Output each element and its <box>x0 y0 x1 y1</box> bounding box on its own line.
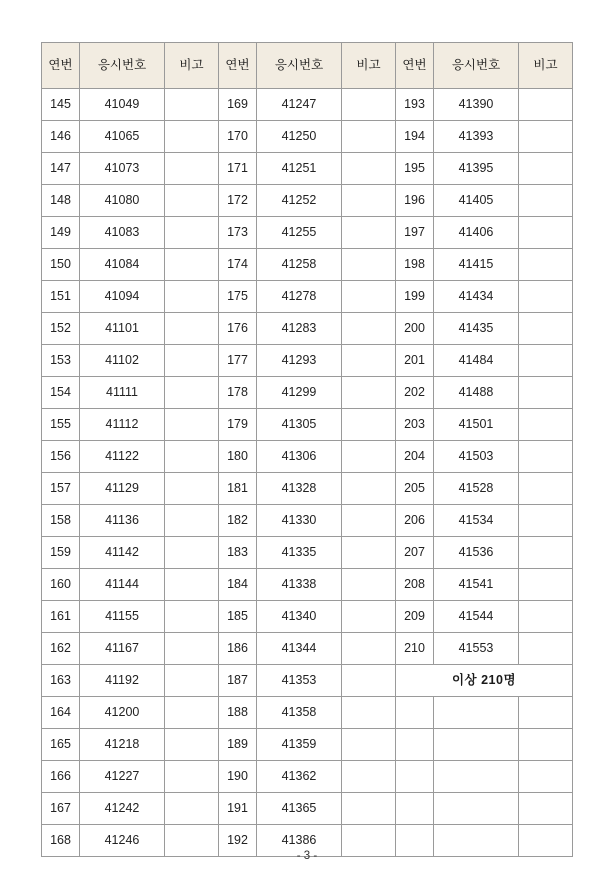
cell-exam-number: 41435 <box>434 313 519 345</box>
cell-note <box>165 601 219 633</box>
cell-seq: 190 <box>219 761 257 793</box>
cell-note <box>165 121 219 153</box>
cell-seq: 174 <box>219 249 257 281</box>
cell-exam-number: 41365 <box>257 793 342 825</box>
table-row <box>42 601 573 633</box>
cell-exam-number: 41534 <box>434 505 519 537</box>
cell-exam-number: 41142 <box>80 537 165 569</box>
cell-exam-number: 41484 <box>434 345 519 377</box>
cell-seq: 159 <box>42 537 80 569</box>
empty-cell <box>519 761 573 793</box>
cell-note <box>342 761 396 793</box>
cell-note <box>165 761 219 793</box>
cell-exam-number: 41080 <box>80 185 165 217</box>
cell-seq: 167 <box>42 793 80 825</box>
cell-seq: 192 <box>219 825 257 857</box>
cell-note <box>165 217 219 249</box>
cell-seq: 163 <box>42 665 80 697</box>
cell-note <box>342 793 396 825</box>
cell-seq: 179 <box>219 409 257 441</box>
cell-exam-number: 41227 <box>80 761 165 793</box>
cell-exam-number: 41353 <box>257 665 342 697</box>
cell-seq: 157 <box>42 473 80 505</box>
cell-note <box>165 665 219 697</box>
cell-exam-number: 41553 <box>434 633 519 665</box>
cell-seq: 191 <box>219 793 257 825</box>
cell-exam-number: 41344 <box>257 633 342 665</box>
cell-note <box>342 569 396 601</box>
cell-exam-number: 41129 <box>80 473 165 505</box>
cell-seq: 162 <box>42 633 80 665</box>
table-row <box>42 505 573 537</box>
cell-note <box>165 697 219 729</box>
cell-exam-number: 41250 <box>257 121 342 153</box>
table-row <box>42 537 573 569</box>
cell-note <box>342 441 396 473</box>
cell-exam-number: 41247 <box>257 89 342 121</box>
cell-exam-number: 41251 <box>257 153 342 185</box>
cell-seq: 164 <box>42 697 80 729</box>
cell-seq: 160 <box>42 569 80 601</box>
cell-note <box>165 377 219 409</box>
cell-exam-number: 41192 <box>80 665 165 697</box>
cell-seq: 199 <box>396 281 434 313</box>
cell-seq: 188 <box>219 697 257 729</box>
cell-exam-number: 41536 <box>434 537 519 569</box>
cell-exam-number: 41258 <box>257 249 342 281</box>
exam-number-table <box>41 42 573 857</box>
table-row <box>42 281 573 313</box>
cell-note <box>165 729 219 761</box>
cell-exam-number: 41293 <box>257 345 342 377</box>
cell-exam-number: 41335 <box>257 537 342 569</box>
cell-seq: 175 <box>219 281 257 313</box>
column-header-exam-number-2: 응시번호 <box>257 43 342 89</box>
cell-exam-number: 41340 <box>257 601 342 633</box>
cell-seq: 194 <box>396 121 434 153</box>
cell-exam-number: 41406 <box>434 217 519 249</box>
cell-exam-number: 41541 <box>434 569 519 601</box>
cell-seq: 187 <box>219 665 257 697</box>
table-header <box>42 43 573 89</box>
cell-seq: 183 <box>219 537 257 569</box>
cell-note <box>519 249 573 281</box>
empty-cell <box>434 729 519 761</box>
cell-seq: 195 <box>396 153 434 185</box>
cell-seq: 178 <box>219 377 257 409</box>
cell-note <box>342 121 396 153</box>
cell-exam-number: 41299 <box>257 377 342 409</box>
cell-note <box>519 473 573 505</box>
cell-note <box>342 281 396 313</box>
empty-cell <box>434 793 519 825</box>
cell-seq: 206 <box>396 505 434 537</box>
cell-note <box>342 249 396 281</box>
cell-seq: 186 <box>219 633 257 665</box>
cell-note <box>342 345 396 377</box>
cell-note <box>342 473 396 505</box>
cell-note <box>165 441 219 473</box>
cell-exam-number: 41200 <box>80 697 165 729</box>
empty-cell <box>396 729 434 761</box>
cell-seq: 161 <box>42 601 80 633</box>
cell-seq: 209 <box>396 601 434 633</box>
cell-seq: 172 <box>219 185 257 217</box>
cell-note <box>342 153 396 185</box>
column-header-exam-number-3: 응시번호 <box>434 43 519 89</box>
cell-note <box>165 281 219 313</box>
cell-note <box>165 409 219 441</box>
cell-note <box>519 409 573 441</box>
cell-exam-number: 41278 <box>257 281 342 313</box>
cell-note <box>165 89 219 121</box>
cell-seq: 185 <box>219 601 257 633</box>
table-row <box>42 377 573 409</box>
cell-note <box>519 217 573 249</box>
table-row <box>42 761 573 793</box>
cell-exam-number: 41094 <box>80 281 165 313</box>
cell-seq: 165 <box>42 729 80 761</box>
cell-exam-number: 41144 <box>80 569 165 601</box>
cell-seq: 170 <box>219 121 257 153</box>
cell-exam-number: 41102 <box>80 345 165 377</box>
cell-seq: 150 <box>42 249 80 281</box>
cell-seq: 166 <box>42 761 80 793</box>
cell-seq: 158 <box>42 505 80 537</box>
cell-seq: 145 <box>42 89 80 121</box>
cell-seq: 169 <box>219 89 257 121</box>
cell-note <box>342 185 396 217</box>
table-row <box>42 345 573 377</box>
cell-seq: 200 <box>396 313 434 345</box>
page-footer: - 3 - <box>296 850 318 862</box>
table-row <box>42 217 573 249</box>
cell-note <box>165 537 219 569</box>
cell-exam-number: 41065 <box>80 121 165 153</box>
cell-seq: 201 <box>396 345 434 377</box>
cell-exam-number: 41255 <box>257 217 342 249</box>
cell-note <box>519 377 573 409</box>
cell-note <box>165 633 219 665</box>
cell-seq: 193 <box>396 89 434 121</box>
cell-seq: 197 <box>396 217 434 249</box>
cell-exam-number: 41306 <box>257 441 342 473</box>
cell-seq: 152 <box>42 313 80 345</box>
cell-note <box>342 537 396 569</box>
cell-seq: 184 <box>219 569 257 601</box>
cell-exam-number: 41362 <box>257 761 342 793</box>
column-header-seq-1: 연번 <box>42 43 80 89</box>
total-count-cell: 이상 210명 <box>396 665 573 697</box>
cell-exam-number: 41155 <box>80 601 165 633</box>
table-row <box>42 729 573 761</box>
cell-seq: 204 <box>396 441 434 473</box>
cell-note <box>342 505 396 537</box>
table-row <box>42 633 573 665</box>
empty-cell <box>434 761 519 793</box>
cell-seq: 153 <box>42 345 80 377</box>
cell-seq: 171 <box>219 153 257 185</box>
cell-seq: 203 <box>396 409 434 441</box>
cell-seq: 177 <box>219 345 257 377</box>
cell-exam-number: 41386 <box>257 825 342 857</box>
cell-note <box>519 89 573 121</box>
cell-exam-number: 41252 <box>257 185 342 217</box>
cell-exam-number: 41305 <box>257 409 342 441</box>
cell-note <box>165 793 219 825</box>
cell-note <box>342 377 396 409</box>
cell-exam-number: 41122 <box>80 441 165 473</box>
cell-exam-number: 41393 <box>434 121 519 153</box>
cell-exam-number: 41049 <box>80 89 165 121</box>
cell-seq: 147 <box>42 153 80 185</box>
cell-exam-number: 41242 <box>80 793 165 825</box>
cell-exam-number: 41359 <box>257 729 342 761</box>
column-header-note-1: 비고 <box>165 43 219 89</box>
cell-seq: 189 <box>219 729 257 761</box>
cell-exam-number: 41330 <box>257 505 342 537</box>
cell-exam-number: 41246 <box>80 825 165 857</box>
cell-note <box>519 569 573 601</box>
column-header-note-3: 비고 <box>519 43 573 89</box>
cell-note <box>519 633 573 665</box>
cell-seq: 180 <box>219 441 257 473</box>
cell-exam-number: 41073 <box>80 153 165 185</box>
cell-seq: 149 <box>42 217 80 249</box>
cell-note <box>519 601 573 633</box>
cell-note <box>342 633 396 665</box>
cell-exam-number: 41405 <box>434 185 519 217</box>
table-row <box>42 697 573 729</box>
cell-exam-number: 41083 <box>80 217 165 249</box>
cell-note <box>165 153 219 185</box>
column-header-note-2: 비고 <box>342 43 396 89</box>
empty-cell <box>396 697 434 729</box>
cell-exam-number: 41390 <box>434 89 519 121</box>
table-row <box>42 409 573 441</box>
cell-note <box>342 409 396 441</box>
cell-note <box>342 217 396 249</box>
empty-cell <box>519 729 573 761</box>
cell-seq: 168 <box>42 825 80 857</box>
cell-seq: 205 <box>396 473 434 505</box>
cell-note <box>519 505 573 537</box>
cell-note <box>165 185 219 217</box>
cell-note <box>165 473 219 505</box>
cell-seq: 154 <box>42 377 80 409</box>
cell-note <box>165 345 219 377</box>
cell-seq: 151 <box>42 281 80 313</box>
cell-seq: 182 <box>219 505 257 537</box>
cell-seq: 146 <box>42 121 80 153</box>
cell-note <box>519 313 573 345</box>
cell-note <box>519 121 573 153</box>
column-header-seq-3: 연번 <box>396 43 434 89</box>
cell-seq: 173 <box>219 217 257 249</box>
cell-seq: 210 <box>396 633 434 665</box>
cell-note <box>342 729 396 761</box>
cell-exam-number: 41111 <box>80 377 165 409</box>
cell-exam-number: 41338 <box>257 569 342 601</box>
cell-exam-number: 41395 <box>434 153 519 185</box>
empty-cell <box>519 697 573 729</box>
cell-exam-number: 41503 <box>434 441 519 473</box>
cell-exam-number: 41528 <box>434 473 519 505</box>
column-header-seq-2: 연번 <box>219 43 257 89</box>
cell-exam-number: 41167 <box>80 633 165 665</box>
cell-note <box>519 537 573 569</box>
table-row <box>42 153 573 185</box>
cell-note <box>342 601 396 633</box>
empty-cell <box>434 697 519 729</box>
cell-note <box>519 345 573 377</box>
cell-note <box>342 697 396 729</box>
cell-exam-number: 41488 <box>434 377 519 409</box>
table-row <box>42 473 573 505</box>
table-body <box>42 89 573 857</box>
cell-seq: 181 <box>219 473 257 505</box>
empty-cell <box>396 761 434 793</box>
table-header-row <box>42 43 573 89</box>
cell-seq: 202 <box>396 377 434 409</box>
cell-seq: 156 <box>42 441 80 473</box>
cell-exam-number: 41501 <box>434 409 519 441</box>
cell-seq: 148 <box>42 185 80 217</box>
cell-seq: 198 <box>396 249 434 281</box>
cell-seq: 208 <box>396 569 434 601</box>
cell-note <box>342 89 396 121</box>
table-row <box>42 793 573 825</box>
table-row <box>42 665 573 697</box>
cell-seq: 207 <box>396 537 434 569</box>
exam-number-table-wrapper <box>41 42 573 857</box>
cell-note <box>342 313 396 345</box>
cell-note <box>519 185 573 217</box>
empty-cell <box>519 793 573 825</box>
table-row <box>42 441 573 473</box>
cell-exam-number: 41136 <box>80 505 165 537</box>
table-row <box>42 249 573 281</box>
cell-exam-number: 41112 <box>80 409 165 441</box>
cell-note <box>519 441 573 473</box>
table-row <box>42 569 573 601</box>
cell-note <box>165 249 219 281</box>
cell-note <box>165 313 219 345</box>
column-header-exam-number-1: 응시번호 <box>80 43 165 89</box>
cell-exam-number: 41283 <box>257 313 342 345</box>
cell-exam-number: 41544 <box>434 601 519 633</box>
table-row <box>42 121 573 153</box>
cell-note <box>519 153 573 185</box>
table-row <box>42 89 573 121</box>
table-row <box>42 313 573 345</box>
cell-note <box>519 281 573 313</box>
cell-exam-number: 41328 <box>257 473 342 505</box>
cell-exam-number: 41101 <box>80 313 165 345</box>
table-row <box>42 185 573 217</box>
cell-exam-number: 41084 <box>80 249 165 281</box>
empty-cell <box>396 793 434 825</box>
cell-seq: 176 <box>219 313 257 345</box>
cell-exam-number: 41218 <box>80 729 165 761</box>
cell-note <box>165 505 219 537</box>
cell-note <box>165 569 219 601</box>
cell-exam-number: 41434 <box>434 281 519 313</box>
cell-note <box>342 665 396 697</box>
cell-seq: 196 <box>396 185 434 217</box>
cell-exam-number: 41358 <box>257 697 342 729</box>
cell-seq: 155 <box>42 409 80 441</box>
cell-exam-number: 41415 <box>434 249 519 281</box>
